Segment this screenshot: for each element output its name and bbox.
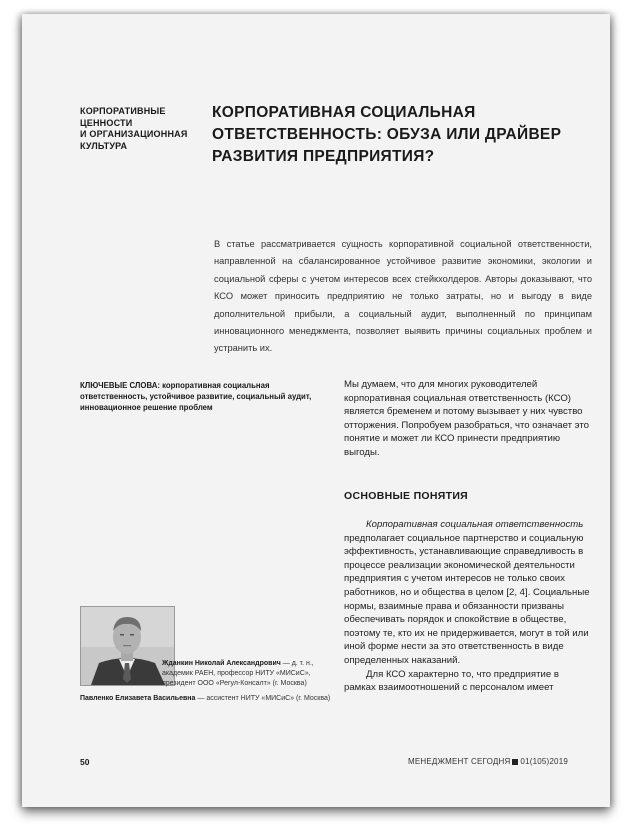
lead-text: Мы думаем, что для многих руководителей корпоративная социальная ответственность (КСО) является бременем и потому вызывает у них чувство отторжения. Попробуем разобраться, что означает это понятие и может ли КСО принести предприятию выгоды.: [344, 379, 589, 458]
author-info-2: [80, 694, 340, 704]
author-name: Жданкин Николай Александрович: [162, 660, 281, 667]
author-description: — ассистент НИТУ «МИСиС» (г. Москва): [195, 695, 331, 702]
author-description: — д. т. н., академик РАЕН, профессор НИТУ «МИСиС», президент ООО «Регул-Консалт» (г. Москва): [162, 660, 314, 687]
section-heading: ОСНОВНЫЕ ПОНЯТИЯ: [344, 490, 469, 502]
author-name: Павленко Елизавета Васильевна: [80, 695, 196, 702]
journal-name: МЕНЕДЖМЕНТ СЕГОДНЯ: [408, 757, 511, 766]
portrait-photo: [80, 606, 175, 686]
journal-issue: 01(105)2019: [520, 757, 568, 766]
author-info-1: [162, 659, 337, 689]
title-line: ОТВЕТСТВЕННОСТЬ: ОБУЗА ИЛИ ДРАЙВЕР: [212, 126, 562, 143]
rubric-line: КОРПОРАТИВНЫЕ: [80, 106, 166, 116]
article-title: [212, 102, 582, 168]
title-line: КОРПОРАТИВНАЯ СОЦИАЛЬНАЯ: [212, 104, 476, 121]
body-paragraph-text: предполагает социальное партнерство и социальную эффективность, устанавливающие справедливость в процессе реализации экономической деятельности предприятия с учетом интересов не только своих работников, но и общества в целом [2, 4]. Социальные нормы, взаимные права и обязанности призваны обеспечивать порядок и спокойствие в обществе, поэтому те, кто их не придерживается, могут в той или иной форме нести за это ответственность в виде определенных наказаний.: [344, 532, 590, 666]
abstract: В статье рассматривается сущность корпоративной социальной ответственности, направленной на сбалансированное устойчивое развитие экономики, экологии и социальной сферы с учетом интересов всех стейкхолдеров. Авторы доказывают, что КСО может приносить предприятию не только затраты, но и выгоду в виде дополнительной прибыли, а социальный аудит, выполненный по принципам инновационного менеджмента, позволяет выявить причины социальных проблем и устранить их.: [214, 239, 592, 354]
body-paragraph: Для КСО характерно то, что предприятие в рамках взаимоотношений с персоналом имеет: [344, 668, 559, 694]
body-text: [344, 518, 592, 695]
journal-page: [22, 14, 610, 807]
keywords: КЛЮЧЕВЫЕ СЛОВА: корпоративная социальная ответственность, устойчивое развитие, социальный аудит, инновационное решение проблем: [80, 381, 312, 412]
journal-footer: [408, 757, 568, 766]
square-separator-icon: [512, 759, 518, 765]
title-line: РАЗВИТИЯ ПРЕДПРИЯТИЯ?: [212, 148, 435, 165]
term-italic: Корпоративная социальная ответственность: [366, 519, 584, 530]
rubric-line: ЦЕННОСТИ: [80, 117, 133, 128]
page-number: 50: [80, 757, 90, 767]
lead-paragraph: [344, 378, 592, 460]
rubric-line: КУЛЬТУРА: [80, 140, 128, 151]
body-paragraph: [344, 518, 592, 668]
portrait-photo-icon: [81, 607, 174, 685]
rubric: [80, 106, 200, 152]
rubric-line: И ОРГАНИЗАЦИОННАЯ: [80, 129, 188, 139]
